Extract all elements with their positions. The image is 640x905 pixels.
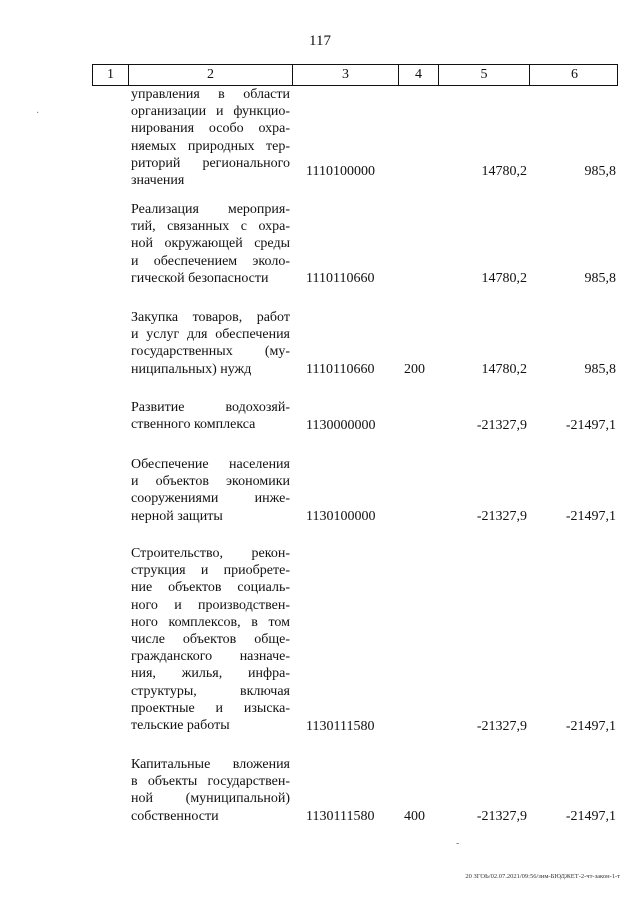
page-number: 117 bbox=[309, 33, 331, 49]
row-value-6: -21497,1 bbox=[565, 719, 616, 734]
margin-mark: - bbox=[456, 838, 460, 849]
row-value-5: -21327,9 bbox=[476, 418, 527, 433]
header-col-6: 6 bbox=[571, 67, 578, 82]
table-header bbox=[92, 64, 618, 86]
row-name: управления в области организации и функцио- нирования особо охра- няемых природных тер- риторий регионального значения bbox=[131, 87, 290, 189]
header-col-4: 4 bbox=[399, 65, 439, 85]
header-col-2: 2 bbox=[129, 65, 293, 85]
row-code: 1110110660 bbox=[306, 362, 375, 377]
row-type: 400 bbox=[404, 809, 425, 824]
footer-stamp: 20 ЗГОЬ/02.07.2021/09:56/зим-БЮДЖЕТ-2-чт-закон-1-т bbox=[465, 873, 620, 880]
row-value-6: 985,8 bbox=[584, 271, 616, 286]
header-col-1: 1 bbox=[93, 65, 129, 85]
row-code: 1130111580 bbox=[306, 809, 375, 824]
header-col-5: 5 bbox=[439, 65, 530, 85]
margin-mark: · bbox=[36, 108, 40, 119]
row-value-5: -21327,9 bbox=[476, 509, 527, 524]
row-name: Реализация мероприя- тий, связанных с охра- ной окружающей среды и обеспечением эколо- гической безопасности bbox=[131, 202, 290, 286]
row-name: Закупка товаров, работ и услуг для обеспечения государственных (му- ниципальных) нужд bbox=[131, 310, 290, 377]
row-value-5: 14780,2 bbox=[481, 164, 527, 179]
row-value-6: -21497,1 bbox=[565, 809, 616, 824]
row-name: Развитие водохозяй- ственного комплекса bbox=[131, 400, 290, 433]
row-code: 1110110660 bbox=[306, 271, 375, 286]
row-name: Капитальные вложения в объекты государствен- ной (муниципальной) собственности bbox=[131, 757, 290, 824]
row-code: 1130000000 bbox=[306, 418, 376, 433]
row-value-6: -21497,1 bbox=[565, 418, 616, 433]
row-value-5: -21327,9 bbox=[476, 719, 527, 734]
row-value-6: -21497,1 bbox=[565, 509, 616, 524]
row-value-5: 14780,2 bbox=[481, 362, 527, 377]
row-value-5: 14780,2 bbox=[481, 271, 527, 286]
row-name: Строительство, рекон- струкция и приобрете- ние объектов социаль- ного и производствен- ного комплексов, в том числе объектов обще- гражданского назначе- ния, жилья, инфра- структуры, включая проектные и изыска- тельские работы bbox=[131, 546, 290, 734]
row-name: Обеспечение населения и объектов экономики сооружениями инже- нерной защиты bbox=[131, 457, 290, 524]
row-value-5: -21327,9 bbox=[476, 809, 527, 824]
header-col-3: 3 bbox=[293, 65, 399, 85]
row-code: 1110100000 bbox=[306, 164, 375, 179]
row-type: 200 bbox=[404, 362, 425, 377]
row-code: 1130100000 bbox=[306, 509, 376, 524]
row-value-6: 985,8 bbox=[584, 362, 616, 377]
row-value-6: 985,8 bbox=[584, 164, 616, 179]
row-code: 1130111580 bbox=[306, 719, 375, 734]
